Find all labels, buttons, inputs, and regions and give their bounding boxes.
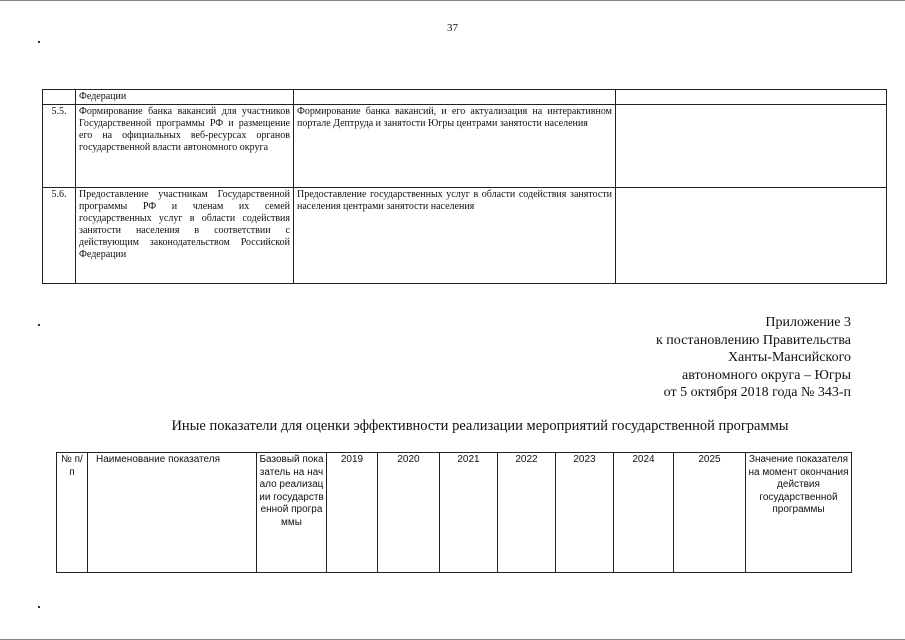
indicators-table xyxy=(56,452,852,573)
header-base: Базовый показатель на начало реализации государственной программы xyxy=(257,453,327,573)
scan-speck xyxy=(38,606,40,608)
page-number: 37 xyxy=(447,22,458,34)
header-year: 2024 xyxy=(614,453,674,573)
header-year: 2023 xyxy=(556,453,614,573)
header-name: Наименование показателя xyxy=(88,453,257,573)
activities-table xyxy=(42,89,887,284)
table-row xyxy=(43,90,887,105)
table-row xyxy=(43,188,887,284)
scan-speck xyxy=(38,41,40,43)
scan-speck xyxy=(38,324,40,326)
row-number: 5.6. xyxy=(43,188,76,284)
appendix-line: автономного округа – Югры xyxy=(682,367,851,383)
header-year: 2019 xyxy=(327,453,378,573)
appendix-header xyxy=(656,314,851,402)
table-cell xyxy=(43,90,76,105)
header-year: 2022 xyxy=(498,453,556,573)
header-final-value: Значение показателя на момент окончания действия государственной программы xyxy=(746,453,852,573)
table-cell xyxy=(616,188,887,284)
row-number: 5.5. xyxy=(43,105,76,188)
table-cell: Федерации xyxy=(76,90,294,105)
header-num: № п/п xyxy=(57,453,88,573)
activity-description: Формирование банка вакансий, и его актуализация на интерактивном портале Дептруда и занятости Югры центрами занятости населения xyxy=(294,105,616,188)
header-year: 2025 xyxy=(674,453,746,573)
activity-description: Предоставление государственных услуг в области содействия занятости населения центрами занятости населения xyxy=(294,188,616,284)
header-year: 2021 xyxy=(440,453,498,573)
activity-name: Предоставление участникам Государственной программы РФ и членам их семей государственных услуг в области содействия занятости населения в соответствии с действующим законодательством Российской Федерации xyxy=(76,188,294,284)
appendix-line: от 5 октября 2018 года № 343-п xyxy=(663,385,851,400)
header-year: 2020 xyxy=(378,453,440,573)
scan-edge-top xyxy=(0,0,905,1)
table-header-row xyxy=(57,453,852,573)
activity-name: Формирование банка вакансий для участников Государственной программы РФ и размещение его на официальных веб-ресурсах органов государственной власти автономного округа xyxy=(76,105,294,188)
table-cell xyxy=(294,90,616,105)
table-cell xyxy=(616,105,887,188)
appendix-line: к постановлению Правительства xyxy=(655,332,851,348)
table-cell xyxy=(616,90,887,105)
table-title: Иные показатели для оценки эффективности реализации мероприятий государственной программы xyxy=(171,418,789,434)
table-row xyxy=(43,105,887,188)
appendix-line: Ханты-Мансийского xyxy=(727,350,851,365)
appendix-line: Приложение 3 xyxy=(765,315,851,330)
